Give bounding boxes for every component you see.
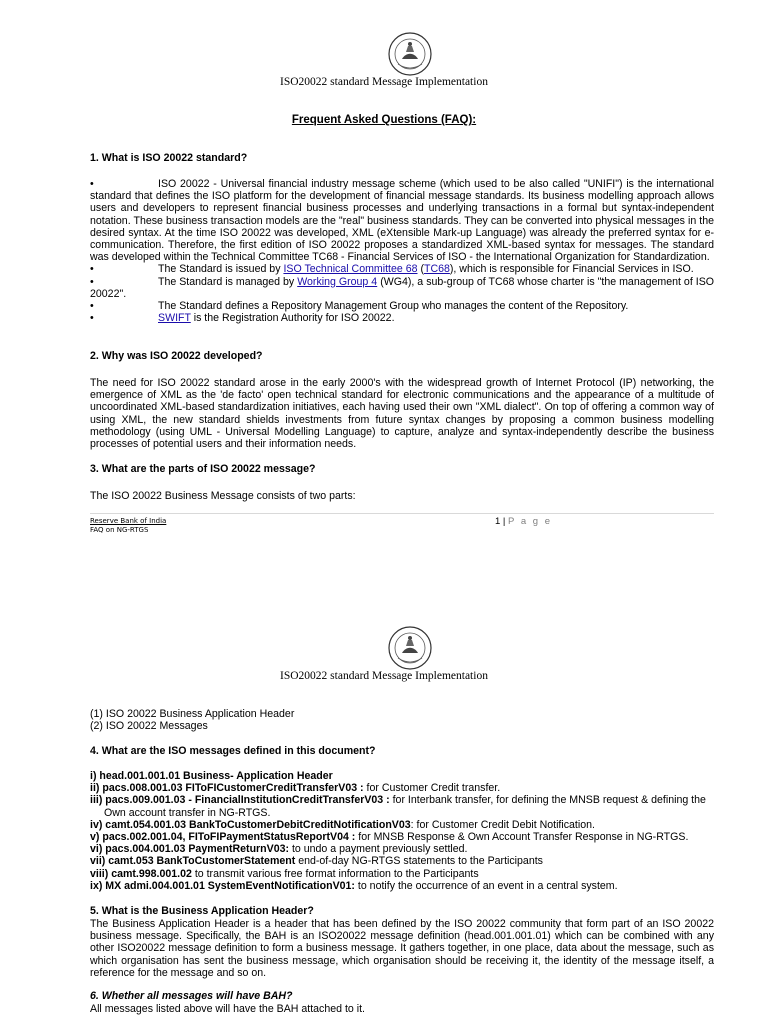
list-item: • SWIFT is the Registration Authority for ISO 20022. [90, 312, 395, 325]
footer-divider [90, 513, 714, 514]
q2-heading: 2. Why was ISO 20022 developed? [90, 350, 263, 362]
list-item: • The Standard is issued by ISO Technical Committee 68 (TC68), which is responsible for Financial Services in ISO. [90, 263, 694, 276]
list-item: viii) camt.998.001.02 to transmit various free format information to the Participants [90, 867, 479, 880]
page-number: 1 | P a g e [495, 516, 552, 527]
tc68-link[interactable]: TC68 [423, 263, 450, 276]
list-item: • The Standard defines a Repository Management Group who manages the content of the Repository. [90, 300, 629, 313]
list-item: ix) MX admi.004.001.01 SystemEventNotificationV01: to notify the occurrence of an event in a central system. [90, 879, 618, 892]
swift-link[interactable]: SWIFT [158, 312, 191, 325]
rbi-emblem-icon [388, 32, 432, 76]
q6-heading: 6. Whether all messages will have BAH? [90, 990, 293, 1002]
q4-message-list [90, 770, 714, 892]
footer-doc: FAQ on NG-RTGS [90, 526, 149, 534]
q1-content [90, 178, 714, 324]
q3-parts [90, 708, 714, 732]
q1-heading: 1. What is ISO 20022 standard? [90, 152, 248, 164]
list-item: • ISO 20022 - Universal financial industry message scheme (which used to be also called "UNIFI") is the international standard that defines the ISO platform for the development of financial message standards. Its business modelling approach allows users and developers to represent financial business processes and underlying transactions in a formal but syntax-independent notation. These business transaction models are the "real" business standards. They can be converted into physical messages in the desired syntax. At the time ISO 20022 was developed, XML (eXtensible Mark-up Language) was already the preferred syntax for e-communication. Therefore, the first edition of ISO 20022 proposes a standardized XML-based syntax for messages. The standard was developed within the Technical Committee TC68 - Financial Services of ISO - the International Organization for Standardization. [90, 178, 714, 264]
list-item: • The Standard is managed by Working Group 4 (WG4), a sub-group of TC68 whose charter is "the management of ISO 20022". [90, 275, 714, 300]
q3-heading: 3. What are the parts of ISO 20022 message? [90, 463, 316, 475]
q6-body: All messages listed above will have the BAH attached to it. [90, 1003, 365, 1015]
q5-heading: 5. What is the Business Application Header? [90, 905, 314, 917]
q3-body: The ISO 20022 Business Message consists of two parts: [90, 490, 356, 502]
iso-tc68-link[interactable]: ISO Technical Committee 68 [283, 263, 418, 276]
q4-heading: 4. What are the ISO messages defined in this document? [90, 745, 376, 757]
list-item: ii) pacs.008.001.03 FIToFICustomerCreditTransferV03 : for Customer Credit transfer. [90, 782, 501, 795]
rbi-emblem-icon [388, 626, 432, 670]
list-item: iii) pacs.009.001.03 - FinancialInstitutionCreditTransferV03 : for Interbank transfer, for defining the MNSB request & defining the Own account transfer in NG-RTGS. [90, 794, 706, 819]
q2-body: The need for ISO 20022 standard arose in the early 2000's with the widespread growth of Internet Protocol (IP) networking, the emergence of XML as the 'de facto' open technical standard for electronic communications and the appearance of a multitude of uncoordinated XML-based standardization initiatives, each having used their own "XML dialect". On top of offering a common way of using XML, the new standard shields investments from future syntax changes by proposing a common business modelling methodology (using UML - Universal Modelling Language) to capture, analyze and syntax-independently describe the business processes of potential users and their information needs. [90, 377, 714, 451]
document-title: ISO20022 standard Message Implementation [280, 76, 488, 88]
list-item: (1) ISO 20022 Business Application Header [90, 708, 295, 720]
footer-org: Reserve Bank of India [90, 517, 167, 525]
list-item: iv) camt.054.001.03 BankToCustomerDebitCreditNotificationV03: for Customer Credit Debit Notification. [90, 818, 595, 831]
list-item: vi) pacs.004.001.03 PaymentReturnV03: to undo a payment previously settled. [90, 843, 468, 856]
q5-body: The Business Application Header is a header that has been defined by the ISO 20022 community that form part of an ISO 20022 business message. Specifically, the BAH is an ISO20022 message definition (head.001.001.01) which can be combined with any other ISO20022 message definition to form a business message. It gathers together, in one place, data about the message, such as which organisation has sent the business message, which organisation should be receiving it, the identity of the message itself, a reference for the message and so on. [90, 918, 714, 979]
working-group-4-link[interactable]: Working Group 4 [297, 275, 378, 288]
footer-left [90, 517, 166, 535]
faq-title: Frequent Asked Questions (FAQ): [291, 114, 477, 126]
document-page-2 [0, 620, 768, 1024]
list-item: v) pacs.002.001.04, FIToFIPaymentStatusReportV04 : for MNSB Response & Own Account Transfer Response in NG-RTGS. [90, 831, 689, 844]
list-item: (2) ISO 20022 Messages [90, 720, 208, 733]
document-title: ISO20022 standard Message Implementation [280, 670, 488, 682]
list-item: i) head.001.001.01 Business- Application Header [90, 770, 333, 782]
list-item: vii) camt.053 BankToCustomerStatement end-of-day NG-RTGS statements to the Participants [90, 855, 543, 868]
